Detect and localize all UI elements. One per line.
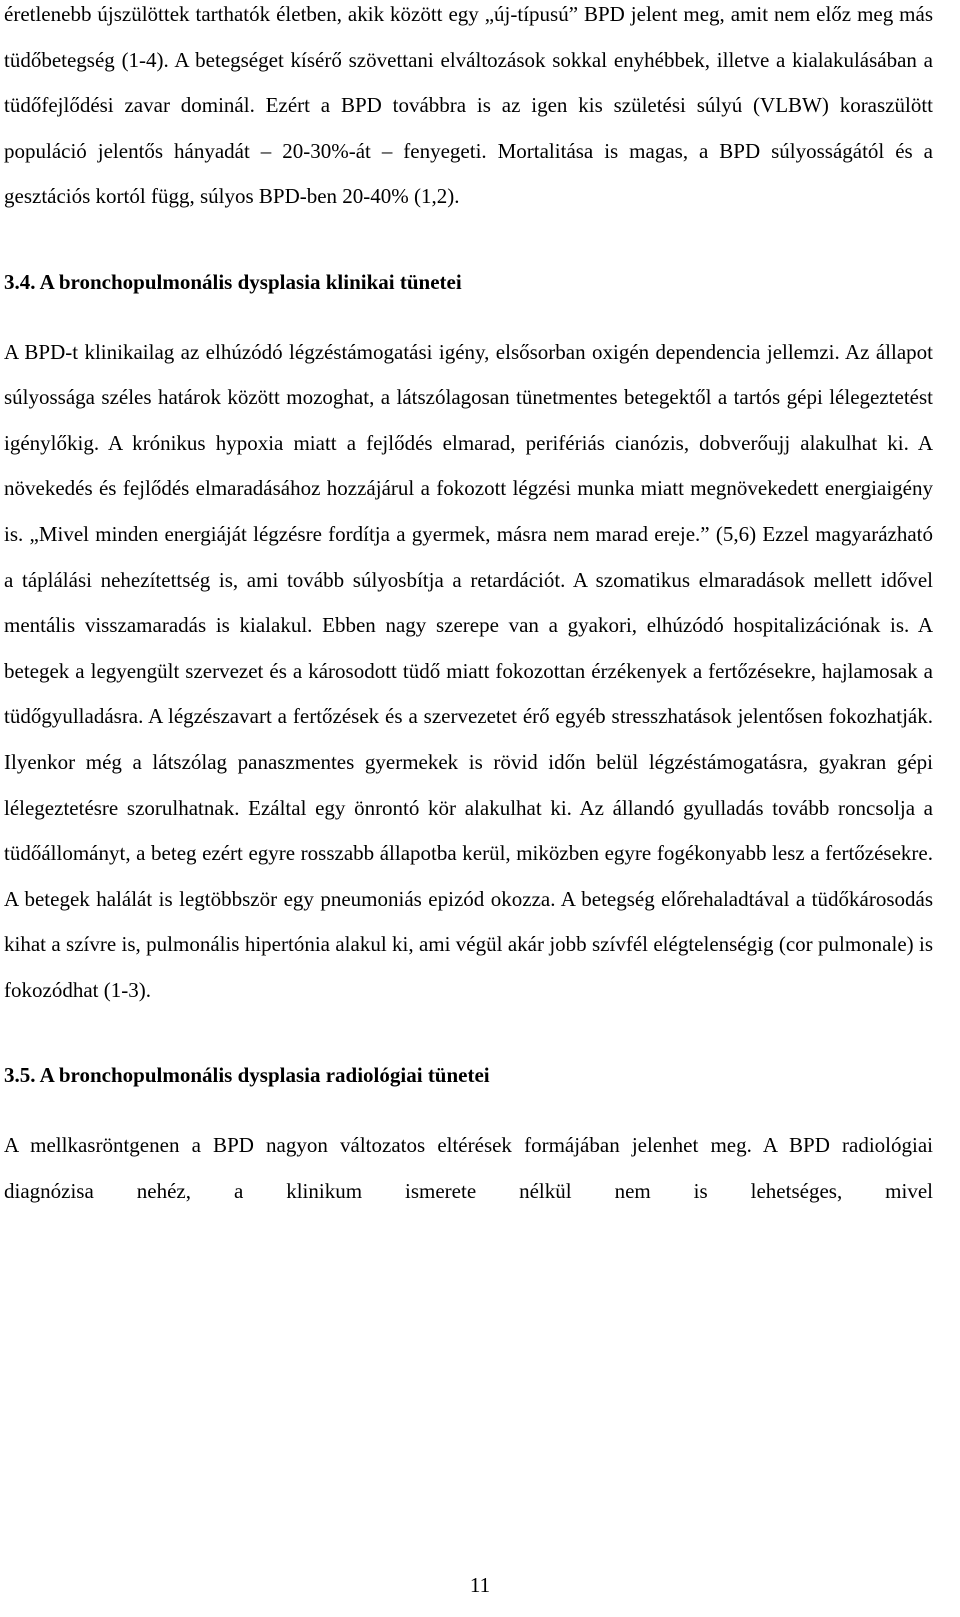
page-number: 11 (469, 1573, 491, 1597)
section-3-5-paragraph: A mellkasröntgenen a BPD nagyon változatos eltérések formájában jelenhet meg. A BPD radiológiai diagnózisa nehéz, a klinikum ismerete nélkül nem is lehetséges, mivel (4, 1133, 933, 1203)
section-3-4-paragraph: A BPD-t klinikailag az elhúzódó légzéstámogatási igény, elsősorban oxigén dependencia jellemzi. Az állapot súlyossága széles határok között mozoghat, a látszólagosan tünetmentes betegektől a tartós gépi lélegeztetést igénylőkig. A krónikus hypoxia miatt a fejlődés elmarad, perifériás cianózis, dobverőujj alakulhat ki. A növekedés és fejlődés elmaradásához hozzájárul a fokozott légzési munka miatt megnövekedett energiaigény is. „Mivel minden energiáját légzésre fordítja a gyermek, másra nem marad ereje.” (5,6) Ezzel magyarázható a táplálási nehezítettség is, ami tovább súlyosbítja a retardációt. A szomatikus elmaradások mellett idővel mentális visszamaradás is kialakul. Ebben nagy szerepe van a gyakori, elhúzódó hospitalizációnak is. A betegek a legyengült szervezet és a károsodott tüdő miatt fokozottan érzékenyek a fertőzésekre, hajlamosak a tüdőgyulladásra. A légzészavart a fertőzések és a szervezetet érő egyéb stresszhatások jelentősen fokozhatják. Ilyenkor még a látszólag panaszmentes gyermekek is rövid időn belül légzéstámogatásra, gyakran gépi lélegeztetésre szorulhatnak. Ezáltal egy önrontó kör alakulhat ki. Az állandó gyulladás tovább roncsolja a tüdőállományt, a beteg ezért egyre rosszabb állapotba kerül, miközben egyre fogékonyabb lesz a fertőzésekre. A betegek halálát is legtöbbször egy pneumoniás epizód okozza. A betegség előrehaladtával a tüdőkárosodás kihat a szívre is, pulmonális hipertónia alakul ki, ami végül akár jobb szívfél elégtelenségig (cor pulmonale) is fokozódhat (1-3). (4, 339, 933, 1002)
section-heading-3-4: 3.4. A bronchopulmonális dysplasia klinikai tünetei (4, 269, 462, 294)
section-heading-3-5: 3.5. A bronchopulmonális dysplasia radiológiai tünetei (4, 1063, 490, 1088)
heading-spacer (4, 306, 933, 330)
heading-spacer (4, 1099, 933, 1123)
paragraph-spacer (4, 220, 933, 260)
intro-paragraph: éretlenebb újszülöttek tarthatók életben, akik között egy „új-típusú” BPD jelent meg, amit nem előz meg más tüdőbetegség (1-4). A betegséget kísérő szövettani elváltozások sokkal enyhébbek, illetve a kialakulásában a tüdőfejlődési zavar dominál. Ezért a BPD továbbra is az igen kis születési súlyú (VLBW) koraszülött populáció jelentős hányadát – 20-30%-át – fenyegeti. Mortalitása is magas, a BPD súlyosságától és a gesztációs kortól függ, súlyos BPD-ben 20-40% (1,2). (4, 2, 933, 209)
paragraph-spacer (4, 1013, 933, 1053)
page-content (4, 0, 933, 1214)
